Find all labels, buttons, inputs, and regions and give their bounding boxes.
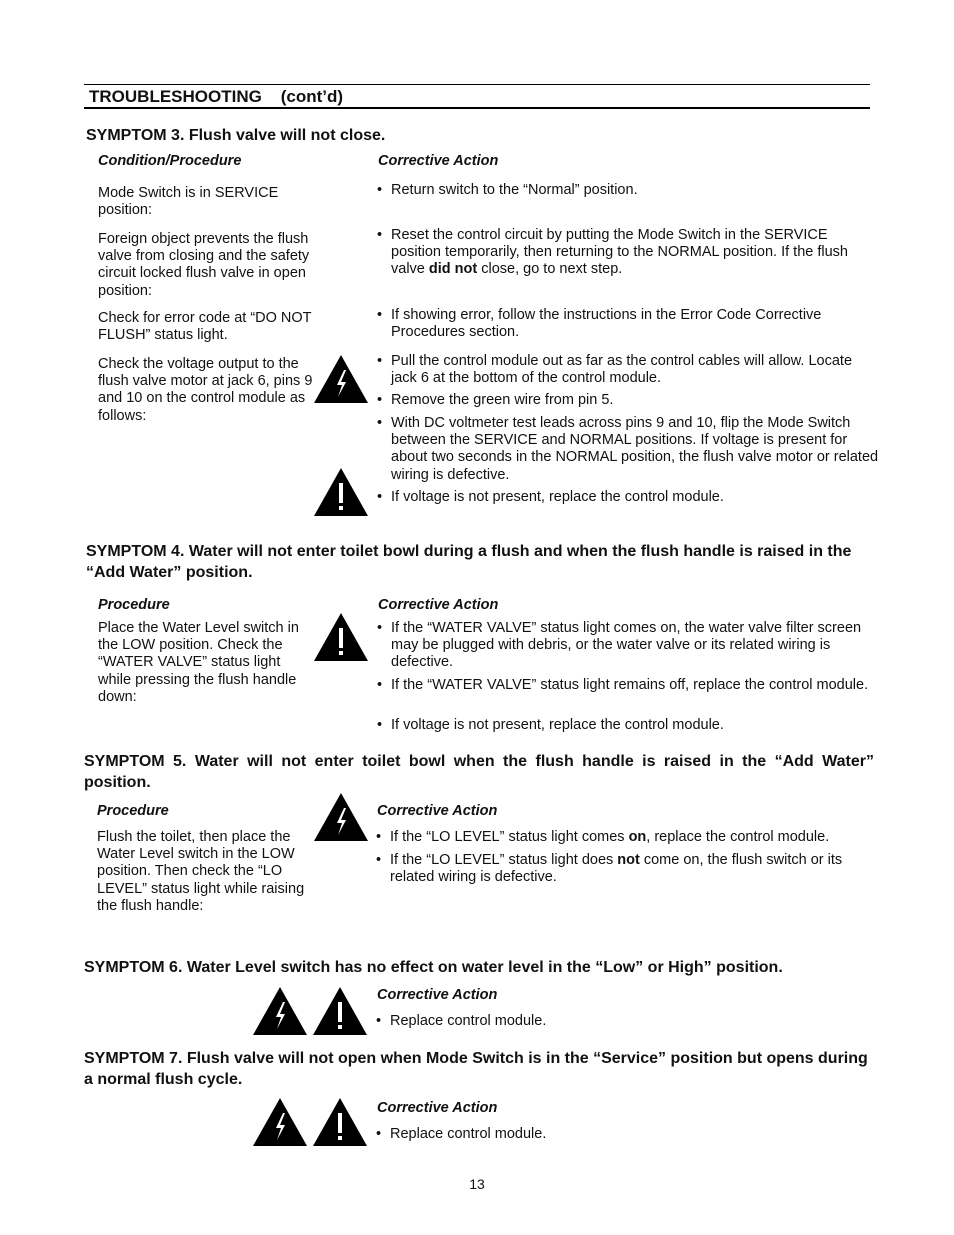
electrical-hazard-icon: [252, 986, 308, 1036]
electrical-hazard-icon: [313, 354, 369, 404]
page-number: 13: [469, 1176, 485, 1192]
corrective-action-header: Corrective Action: [378, 597, 499, 613]
corrective-action-header: Corrective Action: [378, 153, 499, 169]
procedure-header: Procedure: [98, 597, 170, 613]
action-item: • Remove the green wire from pin 5.: [377, 392, 881, 409]
action-item: • If the “LO LEVEL” status light comes on, replace the control module.: [376, 829, 885, 846]
action-item: • If the “WATER VALVE” status light comes on, the water valve filter screen may be plugged with debris, or the water valve or its related wiring is defective.: [377, 620, 881, 672]
action-item: • Replace control module.: [376, 1013, 880, 1030]
action-item: • With DC voltmeter test leads across pins 9 and 10, flip the Mode Switch between the SERVICE and NORMAL positions. If voltage is present for about two seconds in the NORMAL position, the flush valve motor or related wiring is defective.: [377, 415, 881, 484]
procedure-text: Place the Water Level switch in the LOW position. Check the “WATER VALVE” status light while pressing the flush handle down:: [98, 620, 299, 705]
action-item: • Reset the control circuit by putting the Mode Switch in the SERVICE position temporarily, then returning to the NORMAL position. If the flush valve did not close, go to next step.: [377, 227, 881, 279]
condition-text: Foreign object prevents the flush valve from closing and the safety circuit locked flush valve in open position:: [98, 231, 310, 299]
condition-procedure-header: Condition/Procedure: [98, 153, 242, 169]
electrical-hazard-icon: [252, 1097, 308, 1147]
symptom-3-title: SYMPTOM 3. Flush valve will not close.: [86, 127, 386, 144]
warning-exclamation-icon: [313, 467, 369, 517]
symptom-7-title: SYMPTOM 7. Flush valve will not open when Mode Switch is in the “Service” position but opens during a normal flush cycle.: [84, 1050, 868, 1088]
warning-exclamation-icon: [312, 1097, 368, 1147]
symptom-6-title: SYMPTOM 6. Water Level switch has no effect on water level in the “Low” or High” position.: [84, 959, 783, 976]
corrective-action-header: Corrective Action: [377, 987, 498, 1003]
header-rule-bottom: [84, 107, 870, 109]
procedure-text: Flush the toilet, then place the Water Level switch in the LOW position. Then check the “LO LEVEL” status light while raising the flush handle:: [97, 829, 305, 914]
action-item: • Pull the control module out as far as the control cables will allow. Locate jack 6 at the bottom of the control module.: [377, 353, 881, 387]
action-item: • If the “LO LEVEL” status light does not come on, the flush switch or its related wiring is defective.: [376, 852, 875, 886]
condition-text: Mode Switch is in SERVICE position:: [98, 185, 279, 219]
symptom-4-title: SYMPTOM 4. Water will not enter toilet bowl during a flush and when the flush handle is raised in the “Add Water” position.: [86, 543, 852, 581]
warning-exclamation-icon: [312, 986, 368, 1036]
warning-exclamation-icon: [313, 612, 369, 662]
header-rule-top: [84, 84, 870, 85]
action-item: • If the “WATER VALVE” status light remains off, replace the control module.: [377, 677, 881, 694]
action-item: • If voltage is not present, replace the control module.: [377, 489, 881, 506]
action-item: • Replace control module.: [376, 1126, 880, 1143]
corrective-action-header: Corrective Action: [377, 803, 498, 819]
symptom-5-title: SYMPTOM 5. Water will not enter toilet bowl when the flush handle is raised in the “Add Water” position.: [84, 753, 874, 791]
action-item: • Return switch to the “Normal” position.: [377, 182, 881, 199]
condition-text: Check the voltage output to the flush valve motor at jack 6, pins 9 and 10 on the control module as follows:: [98, 356, 313, 424]
condition-text: Check for error code at “DO NOT FLUSH” status light.: [98, 310, 312, 344]
action-item: • If showing error, follow the instructions in the Error Code Corrective Procedures section.: [377, 307, 881, 341]
action-item: • If voltage is not present, replace the control module.: [377, 717, 881, 734]
corrective-action-header: Corrective Action: [377, 1100, 498, 1116]
electrical-hazard-icon: [313, 792, 369, 842]
procedure-header: Procedure: [97, 803, 169, 819]
section-title: TROUBLESHOOTING (cont’d): [89, 87, 344, 106]
